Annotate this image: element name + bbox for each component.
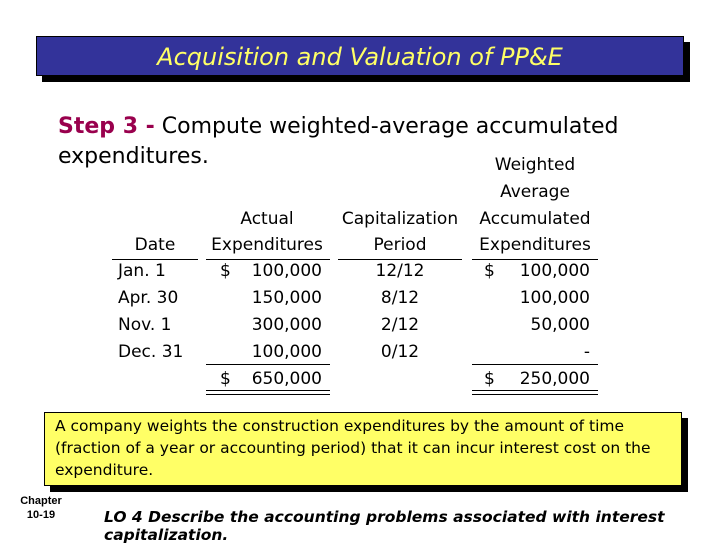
row2-actual: 150,000 bbox=[251, 288, 322, 308]
row1-wavg-currency: $ bbox=[484, 261, 495, 281]
row4-wavg: - bbox=[583, 342, 590, 362]
header-wavg-line1: Weighted bbox=[494, 155, 576, 175]
total-actual: 650,000 bbox=[251, 369, 322, 389]
page-title: Acquisition and Valuation of PP&E bbox=[157, 43, 563, 71]
total-actual-currency: $ bbox=[220, 369, 231, 389]
row4-period: 0/12 bbox=[380, 342, 420, 362]
row4-actual: 100,000 bbox=[251, 342, 322, 362]
row2-date: Apr. 30 bbox=[118, 288, 179, 308]
step-label: Step 3 - bbox=[58, 114, 155, 139]
header-wavg-line3: Accumulated bbox=[479, 209, 591, 229]
total-wavg: 250,000 bbox=[519, 369, 590, 389]
step-text-line2: expenditures. bbox=[58, 144, 209, 169]
slide-number: 10-19 bbox=[26, 509, 56, 521]
subtotal-rule-actual bbox=[206, 364, 330, 365]
row1-date: Jan. 1 bbox=[118, 261, 166, 281]
row1-wavg: 100,000 bbox=[519, 261, 590, 281]
step-text-line1: Compute weighted-average accumulated bbox=[161, 114, 619, 139]
row4-date: Dec. 31 bbox=[118, 342, 184, 362]
total-wavg-currency: $ bbox=[484, 369, 495, 389]
row2-wavg: 100,000 bbox=[519, 288, 590, 308]
row1-actual: 100,000 bbox=[251, 261, 322, 281]
header-period-line2: Period bbox=[373, 235, 427, 255]
row3-period: 2/12 bbox=[380, 315, 420, 335]
subtotal-rule-wavg bbox=[472, 364, 598, 365]
row3-date: Nov. 1 bbox=[118, 315, 172, 335]
header-date: Date bbox=[134, 235, 176, 255]
title-bar bbox=[36, 36, 684, 76]
header-period-line1: Capitalization bbox=[341, 209, 459, 229]
row2-period: 8/12 bbox=[380, 288, 420, 308]
row3-wavg: 50,000 bbox=[530, 315, 590, 335]
row1-period: 12/12 bbox=[375, 261, 425, 281]
header-wavg-line4: Expenditures bbox=[479, 235, 591, 255]
explanation-note: A company weights the construction expenditures by the amount of time (fraction of a year or accounting period) that it can incur interest cost on the expenditure. bbox=[44, 412, 682, 486]
header-actual-line2: Expenditures bbox=[211, 235, 323, 255]
total-double-rule-wavg bbox=[472, 390, 598, 395]
chapter-marker bbox=[14, 494, 68, 522]
row1-actual-currency: $ bbox=[220, 261, 231, 281]
total-double-rule-actual bbox=[206, 390, 330, 395]
row3-actual: 300,000 bbox=[251, 315, 322, 335]
header-wavg-line2: Average bbox=[500, 182, 570, 202]
header-actual-line1: Actual bbox=[240, 209, 294, 229]
learning-objective: LO 4 Describe the accounting problems associated with interest capitalization. bbox=[104, 508, 665, 544]
chapter-label: Chapter bbox=[20, 495, 62, 507]
